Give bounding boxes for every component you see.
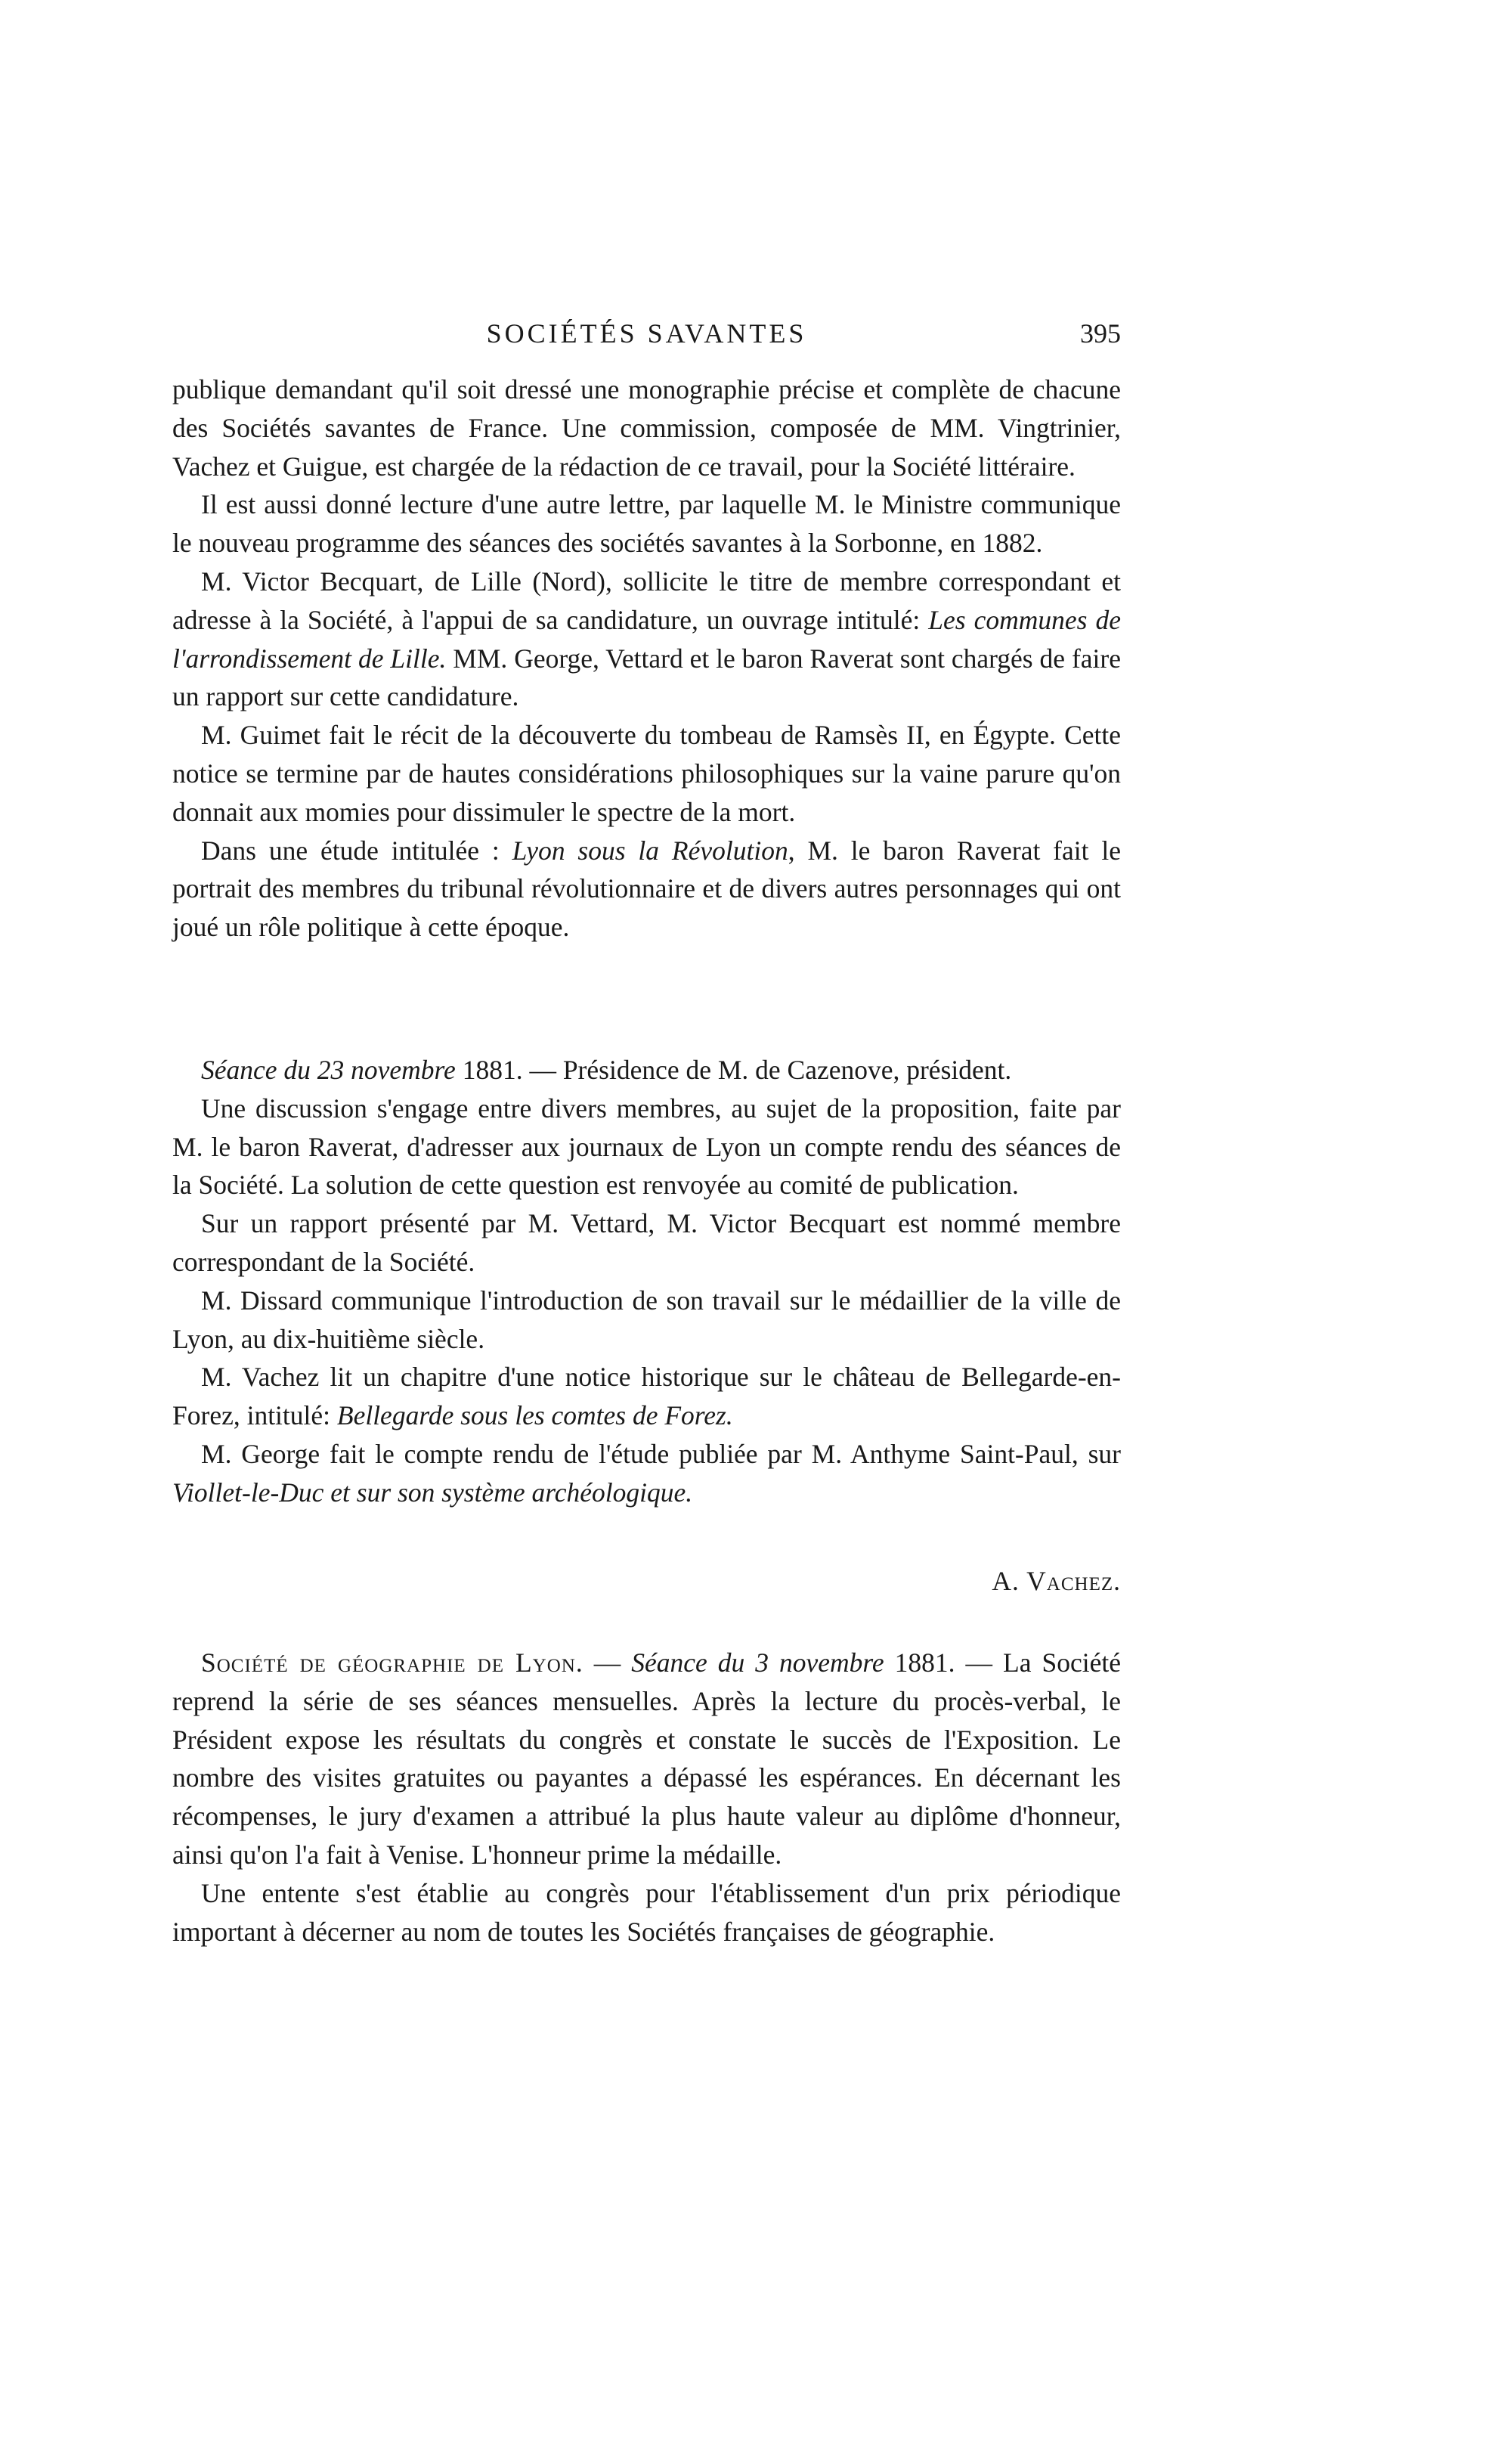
work-title: Viollet-le-Duc et sur son système archéologique. bbox=[172, 1477, 693, 1508]
work-title: Bellegarde sous les comtes de Forez. bbox=[336, 1400, 733, 1431]
paragraph: publique demandant qu'il soit dressé une monographie précise et complète de chacune des Sociétés savantes de France. Une commission, composée de MM. Vingtrinier, Vachez et Guigue, est chargée de la rédaction de ce travail, pour la Société littéraire. bbox=[172, 374, 1121, 482]
paragraph bbox=[172, 563, 1121, 716]
session-label: Séance du 23 novembre bbox=[201, 1055, 456, 1085]
paragraph bbox=[172, 832, 1121, 947]
paragraph-text: MM. George, Vettard et le baron Raverat sont chargés de faire un rapport sur cette candidature. bbox=[172, 643, 1121, 712]
society-name: Société de géographie de Lyon. bbox=[201, 1647, 583, 1678]
paragraph bbox=[172, 1435, 1121, 1512]
paragraph-text: , M. le baron Raverat fait le portrait des membres du tribunal révolutionnaire et de divers autres personnages qui ont joué un rôle politique à cette époque. bbox=[172, 835, 1121, 943]
author-signature: A. Vachez. bbox=[992, 1566, 1121, 1596]
dash: — bbox=[583, 1647, 632, 1678]
text-block-literary-society bbox=[172, 370, 1121, 947]
paragraph bbox=[172, 1358, 1121, 1435]
paragraph: M. Dissard communique l'introduction de son travail sur le médaillier de la ville de Lyon, au dix-huitième siècle. bbox=[172, 1285, 1121, 1354]
session-details: 1881. — Présidence de M. de Cazenove, président. bbox=[455, 1055, 1012, 1085]
paragraph-text: M. George fait le compte rendu de l'étude publiée par M. Anthyme Saint-Paul, sur bbox=[201, 1438, 1121, 1469]
paragraph: Il est aussi donné lecture d'une autre lettre, par laquelle M. le Ministre communique le nouveau programme des séances des sociétés savantes à la Sorbonne, en 1882. bbox=[172, 489, 1121, 559]
page-number: 395 bbox=[1080, 318, 1121, 349]
paragraph-text: M. Vachez lit un chapitre d'une notice historique sur le château de Bellegarde-en-Forez, intitulé: bbox=[172, 1362, 1121, 1431]
work-title: Lyon sous la Révolution bbox=[512, 835, 788, 866]
paragraph: M. Guimet fait le récit de la découverte du tombeau de Ramsès II, en Égypte. Cette notice se termine par de hautes considérations philosophiques sur la vaine parure qu'on donnait aux momies pour dissimuler le spectre de la mort. bbox=[172, 720, 1121, 827]
paragraph: Sur un rapport présenté par M. Vettard, M. Victor Becquart est nommé membre correspondant de la Société. bbox=[172, 1208, 1121, 1277]
paragraph-text: Dans une étude intitulée : bbox=[201, 835, 512, 866]
session-heading bbox=[172, 1051, 1121, 1089]
paragraph-text: M. Victor Becquart, de Lille (Nord), sollicite le titre de membre correspondant et adresse à la Société, à l'appui de sa candidature, un ouvrage intitulé: bbox=[172, 566, 1121, 635]
text-block-geography-society bbox=[172, 1644, 1121, 1951]
paragraph: Une entente s'est établie au congrès pour l'établissement d'un prix périodique important à décerner au nom de toutes les Sociétés françaises de géographie. bbox=[172, 1877, 1121, 1947]
work-title: Les communes de l'arrondissement de Lille. bbox=[172, 604, 1121, 674]
session-label: Séance du 3 novembre bbox=[631, 1647, 884, 1678]
page-header bbox=[172, 318, 1121, 363]
text-block-session-23-november bbox=[172, 1051, 1121, 1512]
running-title: SOCIÉTÉS SAVANTES bbox=[486, 318, 807, 349]
paragraph bbox=[172, 1644, 1121, 1874]
paragraph-text: 1881. — La Société reprend la série de ses séances mensuelles. Après la lecture du procès-verbal, le Président expose les résultats du congrès et constate le succès de l'Exposition. Le nombre des visites gratuites ou payantes a dépassé les espérances. En décernant les récompenses, le jury d'examen a attribué la plus haute valeur au diplôme d'honneur, ainsi qu'on l'a fait à Venise. L'honneur prime la médaille. bbox=[172, 1647, 1121, 1870]
paragraph: Une discussion s'engage entre divers membres, au sujet de la proposition, faite par M. le baron Raverat, d'adresser aux journaux de Lyon un compte rendu des séances de la Société. La solution de cette question est renvoyée au comité de publication. bbox=[172, 1093, 1121, 1201]
